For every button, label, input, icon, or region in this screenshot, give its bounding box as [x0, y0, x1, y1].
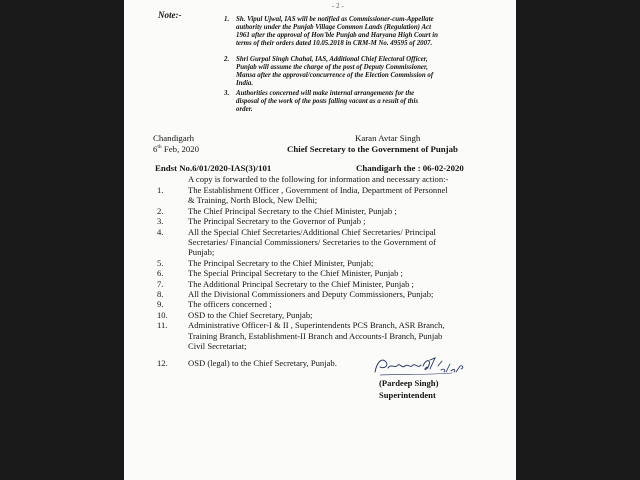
item-line: OSD to the Chief Secretary, Punjab;	[188, 309, 313, 320]
list-item	[157, 320, 495, 351]
note-line: Sh. Vipul Ujwal, IAS will be notified as Commissioner-cum-Appellate	[236, 16, 434, 23]
page-number: - 2 -	[332, 2, 344, 10]
item-number: 9.	[157, 299, 164, 310]
item-line: The Principal Secretary to the Governor of Punjab ;	[188, 216, 366, 227]
sub-signatory-title: Superintendent	[379, 390, 436, 400]
list-item	[157, 310, 495, 320]
signatory-title: Chief Secretary to the Government of Punjab	[287, 144, 458, 154]
list-item	[157, 258, 495, 268]
item-line: The Special Principal Secretary to the Chief Minister, Punjab ;	[188, 268, 403, 279]
list-item	[157, 227, 495, 258]
item-line: All the Special Chief Secretaries/Additional Chief Secretaries/ Principal	[188, 226, 436, 237]
item-number: 1.	[157, 185, 164, 195]
note-item-number: 3.	[224, 90, 230, 97]
issue-date	[153, 144, 199, 154]
list-item	[157, 279, 495, 289]
note-line: terms of their orders dated 10.05.2018 in CRM-M No. 49595 of 2007.	[236, 40, 433, 48]
note-line: Authorities concerned will make internal arrangements for the	[236, 90, 415, 97]
note-item	[224, 56, 434, 88]
item-line: Administrative Officer-I & II , Superintendents PCS Branch, ASR Branch,	[188, 320, 445, 331]
item-line: All the Divisional Commissioners and Deputy Commissioners, Punjab;	[188, 289, 434, 300]
item-line: The Additional Principal Secretary to the Chief Minister, Punjab ;	[188, 278, 414, 289]
note-line: disposal of the work of the posts falling vacant as a result of this	[236, 98, 419, 106]
item-line: The officers concerned ;	[188, 299, 272, 310]
recipient-list	[157, 185, 495, 368]
note-item-number: 2.	[224, 56, 230, 63]
item-number: 8.	[157, 289, 164, 300]
note-line: order.	[236, 106, 253, 114]
item-line: & Training, North Block, New Delhi;	[188, 195, 318, 206]
item-number: 12.	[157, 357, 168, 368]
item-number: 4.	[157, 226, 164, 237]
item-number: 3.	[157, 216, 164, 227]
item-line: OSD (legal) to the Chief Secretary, Punjab.	[188, 357, 337, 368]
item-number: 7.	[157, 278, 164, 289]
signatory-name: Karan Avtar Singh	[355, 133, 421, 143]
item-line: Punjab;	[188, 247, 215, 258]
item-line: Civil Secretariat;	[188, 341, 247, 352]
date-day: 6	[153, 144, 158, 154]
sub-signatory-name: (Pardeep Singh)	[379, 378, 439, 388]
note-item	[224, 16, 438, 48]
item-line: Training Branch, Establishment-II Branch and Accounts-I Branch, Punjab	[188, 330, 443, 341]
note-label: Note:-	[158, 10, 182, 20]
note-item	[224, 90, 419, 114]
list-item	[157, 185, 495, 206]
list-item	[157, 299, 495, 309]
note-line: 1961 after the approval of Hon'ble Punjab and Haryana High Court in	[236, 32, 438, 40]
date-month-year: Feb, 2020	[161, 144, 200, 154]
list-item	[157, 289, 495, 299]
handwritten-signature	[372, 354, 468, 378]
item-number: 5.	[157, 257, 164, 268]
item-number: 6.	[157, 268, 164, 279]
note-line: India.	[236, 80, 254, 88]
endorsement-number: Endst No.6/01/2020-IAS(3)/101	[155, 163, 272, 173]
item-line: Secretaries/ Financial Commissioners/ Secretaries to the Government of	[188, 237, 436, 248]
note-line: Mansa after the approval/concurrence of the Election Commission of	[236, 72, 434, 80]
item-number: 10.	[157, 309, 168, 320]
list-item	[157, 268, 495, 278]
list-item	[157, 206, 495, 216]
date-suffix: th	[157, 144, 162, 151]
endorsement-date: Chandigarh the : 06-02-2020	[356, 163, 464, 173]
item-line: The Principal Secretary to the Chief Minister, Punjab;	[188, 257, 374, 268]
note-line: authority under the Punjab Village Common Lands (Regulation) Act	[236, 24, 432, 32]
forward-text: A copy is forwarded to the following for information and necessary action:-	[188, 174, 449, 184]
item-line: The Chief Principal Secretary to the Chief Minister, Punjab ;	[188, 205, 397, 216]
note-line: Shri Gurpal Singh Chahal, IAS, Additional Chief Electoral Officer,	[236, 56, 428, 63]
item-number: 2.	[157, 205, 164, 216]
note-item-number: 1.	[224, 16, 230, 23]
place: Chandigarh	[153, 133, 195, 143]
document-page	[124, 0, 516, 480]
item-number: 11.	[157, 320, 168, 331]
note-line: Punjab will assume the charge of the post of Deputy Commissioner,	[236, 64, 428, 72]
item-line: The Establishment Officer , Government of India, Department of Personnel	[188, 185, 448, 195]
list-item	[157, 216, 495, 226]
